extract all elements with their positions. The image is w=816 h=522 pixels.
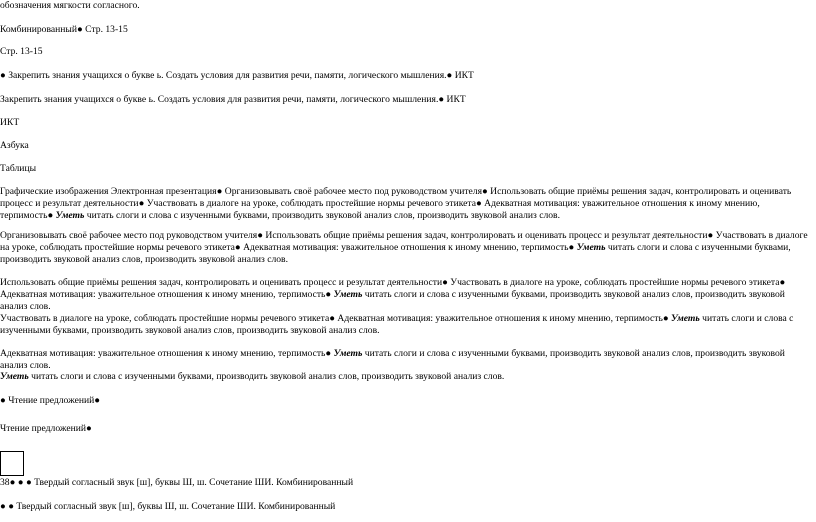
- emphasis-text: Уметь: [55, 210, 85, 221]
- paragraph-text: читать слоги и слова с изученными буквами, производить звуковой анализ слов, производить звуковой анализ слов.: [84, 210, 560, 221]
- paragraph: [0, 277, 810, 313]
- paragraph-text: читать слоги и слова с изученными буквами, производить звуковой анализ слов, производить звуковой анализ слов.: [0, 313, 794, 336]
- paragraph-text: Организовывать своё рабочее место под руководством учителя● Использовать общие приёмы решения задач, контролировать и оценивать процесс и результат деятельности● Участвовать в диалоге на уроке, соблюдать простейшие нормы речевого этикета● Адекватная мотивация: уважительное отношения к иному мнению, терпимость●: [0, 230, 808, 253]
- paragraph: [0, 348, 810, 372]
- text-line: Азбука: [0, 140, 29, 151]
- paragraph-text: читать слоги и слова с изученными буквами, производить звуковой анализ слов, производить звуковой анализ слов.: [0, 242, 791, 265]
- text-line: ● Чтение предложений●: [0, 395, 101, 406]
- text-line: Стр. 13-15: [0, 46, 43, 57]
- paragraph: [0, 313, 810, 337]
- emphasis-text: Уметь: [671, 313, 700, 324]
- paragraph: [0, 230, 810, 266]
- text-line: 38● ● ● Твердый согласный звук [ш], буквы Ш, ш. Сочетание ШИ. Комбинированный: [0, 477, 354, 488]
- text-line: Комбинированный● Стр. 13-15: [0, 24, 128, 35]
- empty-table-cell: [0, 451, 24, 476]
- emphasis-text: Уметь: [333, 289, 363, 300]
- text-line: ● ● Твердый согласный звук [ш], буквы Ш, ш. Сочетание ШИ. Комбинированный: [0, 501, 336, 512]
- paragraph: [0, 186, 810, 222]
- paragraph: [0, 371, 810, 383]
- text-line: обозначения мягкости согласного.: [0, 0, 140, 11]
- paragraph-text: Участвовать в диалоге на уроке, соблюдать простейшие нормы речевого этикета● Адекватная мотивация: уважительное отношения к иному мнению, терпимость●: [0, 313, 672, 324]
- text-line: ИКТ: [0, 117, 20, 128]
- text-line: Закрепить знания учащихся о букве ь. Создать условия для развития речи, памяти, логического мышления.● ИКТ: [0, 94, 466, 105]
- text-line: Таблицы: [0, 163, 37, 174]
- paragraph-text: Адекватная мотивация: уважительное отношения к иному мнению, терпимость●: [0, 348, 334, 359]
- emphasis-text: Уметь: [0, 371, 29, 382]
- paragraph-text: читать слоги и слова с изученными буквами, производить звуковой анализ слов, производить звуковой анализ слов.: [28, 371, 505, 382]
- paragraph-text: читать слоги и слова с изученными буквами, производить звуковой анализ слов, производить звуковой анализ слов.: [0, 348, 785, 371]
- emphasis-text: Уметь: [333, 348, 363, 359]
- paragraph-text: читать слоги и слова с изученными буквами, производить звуковой анализ слов, производить звуковой анализ слов.: [0, 289, 785, 312]
- text-line: Чтение предложений●: [0, 423, 92, 434]
- text-line: ● Закрепить знания учащихся о букве ь. Создать условия для развития речи, памяти, логического мышления.● ИКТ: [0, 70, 474, 81]
- paragraph-text: Графические изображения Электронная презентация● Организовывать своё рабочее место под руководством учителя● Использовать общие приёмы решения задач, контролировать и оценивать процесс и результат деятельности● Участвовать в диалоге на уроке, соблюдать простейшие нормы речевого этикета● Адекватная мотивация: уважительное отношения к иному мнению, терпимость●: [0, 186, 792, 221]
- paragraph-text: Использовать общие приёмы решения задач, контролировать и оценивать процесс и результат деятельности● Участвовать в диалоге на уроке, соблюдать простейшие нормы речевого этикета● Адекватная мотивация: уважительное отношения к иному мнению, терпимость●: [0, 277, 786, 300]
- emphasis-text: Уметь: [576, 242, 606, 253]
